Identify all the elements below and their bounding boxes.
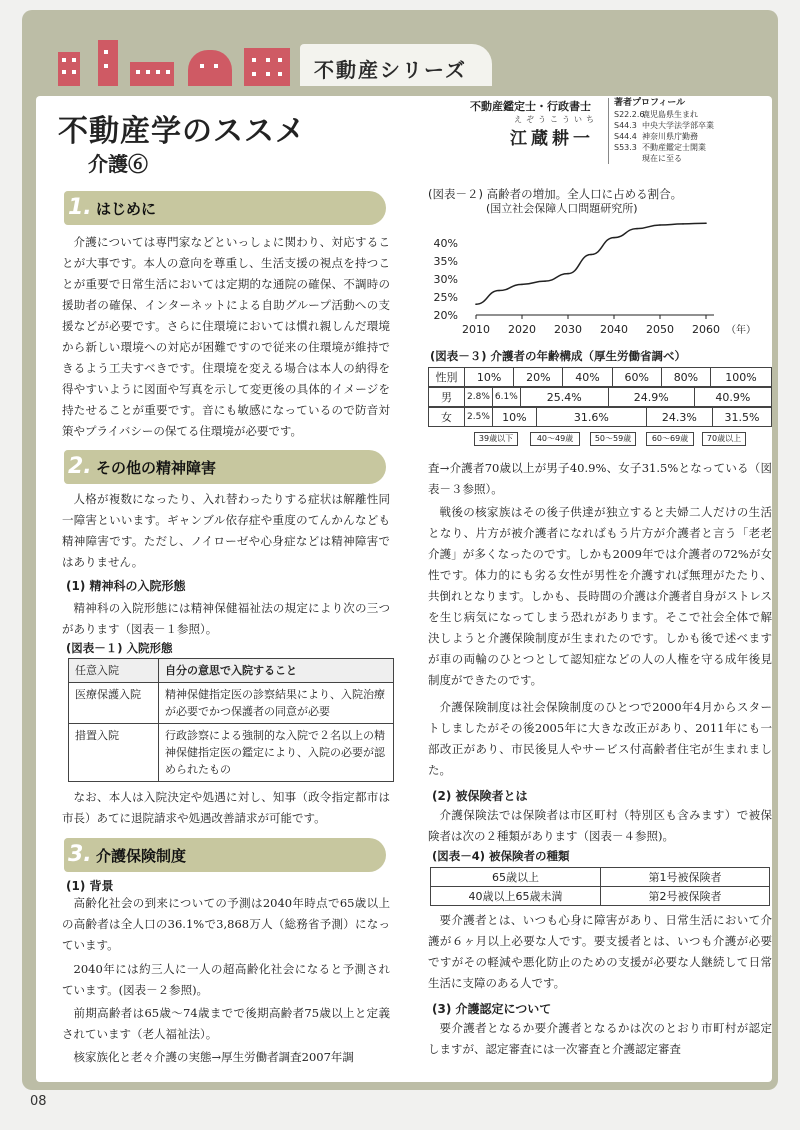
section-2-body: 人格が複数になったり、入れ替わったりする症状は解離性同一障害といいます。ギャンブル依存症や重度のてんかんなども精神障害です。ただし、ノイローゼや心身症などは精神障害ではありません。: [62, 492, 390, 569]
table-row: 40歳以上65歳未満 第2号被保険者: [431, 887, 770, 906]
age-group-label: 50～59歳: [590, 432, 636, 446]
paragraph: 戦後の核家族はその後子供達が独立すると夫婦二人だけの生活となり、片方が被介護者になればもう片方が介護者と言う「老老介護」が多くなったのです。しかも2009年では介護者の72%が女性です。体力的にも劣る女性が男性を介護すれば無理がたたり、共倒れとなります。しかも、長時間の介護は介護者自身がストレスを生じ病気になってしまう恐れがあります。そこで社会全体で解決しようと介護保険制度が生まれたのです。しかも後で述べますが車の両輪のひとつとして認知症などの人の人権を守る成年後見制度ができたのです。: [428, 505, 772, 687]
insured-table: [430, 867, 770, 906]
data-point: [498, 290, 500, 292]
paragraph: 査→介護者70歳以上が男子40.9%、女子31.5%となっている（図表－３参照）。: [428, 461, 772, 496]
chart-title: (図表－２) 高齢者の増加。全人口に占める割合。: [428, 187, 683, 201]
paragraph: 介護保険制度は社会保険制度のひとつで2000年4月からスタートしましたがその後2005年に大きな改正があり、2011年にも一部改正があり、市民後見人やサービス付高齢者住宅が生まれました。: [428, 700, 772, 777]
caregiver-male-row: [428, 387, 772, 407]
age-group-label: 40～49歳: [530, 432, 580, 446]
x-tick-label: 2030: [554, 323, 582, 336]
section-number: 2.: [68, 454, 92, 479]
x-unit-label: （年）: [726, 325, 756, 336]
table-row: 65歳以上 第1号被保険者: [431, 868, 770, 887]
series-line: [476, 223, 706, 304]
table1-caption: (図表－１) 入院形態: [66, 641, 173, 655]
x-tick-label: 2040: [600, 323, 628, 336]
admission-table: [68, 658, 394, 782]
author-role: 不動産鑑定士・行政書士: [470, 100, 591, 113]
subheading: (2) 被保険者とは: [432, 789, 528, 803]
age-group-label: 60～69歳: [646, 432, 694, 446]
age-group-label: 70歳以上: [702, 432, 746, 446]
data-point: [682, 223, 684, 225]
profile-row: S53.3 不動産鑑定士開業: [614, 143, 706, 152]
paragraph: 2040年には約三人に一人の超高齢化社会になると予測されています。(図表－２参照)。: [62, 962, 390, 997]
data-point: [567, 273, 569, 275]
profile-row: S44.3 中央大学法学部卒業: [614, 121, 714, 130]
table-row: 任意入院 自分の意思で入院すること: [69, 659, 394, 683]
section-1-header: [64, 191, 386, 225]
paragraph: 前期高齢者は65歳～74歳までで後期高齢者75歳以上と定義されています（老人福祉法）。: [62, 1006, 390, 1041]
table-row: 医療保護入院 精神保健指定医の診察結果により、入院治療が必要でかつ保護者の同意が必要: [69, 683, 394, 724]
data-point: [636, 228, 638, 230]
y-tick-label: 35%: [433, 255, 458, 268]
x-tick-label: 2020: [508, 323, 536, 336]
data-point: [590, 254, 592, 256]
age-group-label: 39歳以下: [474, 432, 518, 446]
series-label: 不動産シリーズ: [314, 58, 467, 82]
x-tick-label: 2060: [692, 323, 720, 336]
paragraph: 高齢化社会の到来についての予測は2040年時点で65歳以上の高齢者は全人口の36.1%で3,868万人（総務省予測）になっています。: [62, 896, 390, 952]
section-number: 1.: [68, 195, 92, 220]
paragraph: 精神科の入院形態には精神保健福祉法の規定により次の三つがあります（図表－１参照）。: [62, 601, 390, 636]
author-profile: [608, 98, 768, 164]
subheading: (1) 精神科の入院形態: [66, 579, 186, 593]
profile-row: 現在に至る: [642, 154, 682, 163]
paragraph: 要介護者となるか要介護者となるかは次のとおり市町村が認定しますが、認定審査には一次審査と介護認定審査: [428, 1021, 772, 1056]
table4-caption: (図表－4) 被保険者の種類: [432, 849, 570, 863]
y-tick-label: 25%: [433, 291, 458, 304]
section-title: その他の精神障害: [96, 459, 217, 477]
table-row: 女 2.5% 10% 31.6% 24.3% 31.5%: [429, 408, 772, 427]
profile-title: 著者プロフィール: [614, 98, 686, 108]
table-row: 措置入院 行政診察による強制的な入院で２名以上の精神保健指定医の鑑定により、入院の必要が認められたもの: [69, 724, 394, 782]
article-title: 不動産学のススメ: [58, 114, 306, 149]
paragraph: なお、本人は入院決定や処遇に対し、知事（政令指定都市は市長）あてに退院請求や処遇改善請求が可能です。: [62, 790, 390, 825]
caregiver-age-table: [428, 367, 772, 387]
y-tick-label: 20%: [433, 309, 458, 322]
article-subtitle: 介護⑥: [88, 152, 148, 176]
section-title: はじめに: [96, 200, 157, 218]
data-point: [521, 284, 523, 286]
y-tick-label: 30%: [433, 273, 458, 286]
section-2-header: [64, 450, 386, 484]
y-tick-label: 40%: [433, 237, 458, 250]
elderly-ratio-chart: [420, 215, 772, 345]
data-point: [613, 237, 615, 239]
paragraph: 要介護者とは、いつも心身に障害があり、日常生活において介護が６ヶ月以上必要な人です。要支援者とは、いつも介護が必要ですがその軽減や悪化防止のための支援が必要な人継続して日常生活に支障のある人です。: [428, 913, 772, 990]
author-name: 江蔵耕一: [510, 129, 594, 149]
data-point: [475, 303, 477, 305]
subheading: (1) 背景: [66, 879, 114, 893]
paragraph: 介護保険法では保険者は市区町村（特別区も含みます）で被保険者は次の２種類があります（図表－４参照)。: [428, 808, 772, 843]
table3-caption: (図表－３) 介護者の年齢構成（厚生労働省調べ）: [430, 349, 687, 363]
x-tick-label: 2050: [646, 323, 674, 336]
x-tick-label: 2010: [462, 323, 490, 336]
table-row: 性別 10% 20% 40% 60% 80% 100%: [429, 368, 772, 387]
profile-row: S22.2.6 鹿児島県生まれ: [614, 110, 698, 119]
paragraph: 核家族化と老々介護の実態→厚生労働者調査2007年調: [73, 1050, 354, 1064]
section-number: 3.: [68, 842, 92, 867]
profile-row: S44.4 神奈川県庁勤務: [614, 132, 698, 141]
page-number: 08: [30, 1094, 47, 1109]
data-point: [544, 280, 546, 282]
data-point: [659, 224, 661, 226]
data-point: [705, 222, 707, 224]
section-3-header: [64, 838, 386, 872]
chart-subtitle: (国立社会保障人口問題研究所): [486, 202, 638, 215]
table-row: 男 2.8% 6.1% 25.4% 24.9% 40.9%: [429, 388, 772, 407]
author-ruby: えぞうこういち: [514, 115, 598, 124]
section-1-body: 介護については専門家などといっしょに関わり、対応することが大事です。本人の意向を尊重し、生活支援の視点を持つことが重要で日常生活においては定期的な通院の確保、不調時の援助者の確保、インターネットによる自助グループ活動への支援などが必要です。さらに住環境においては慣れ親しんだ環境から新しい環境への対応が困難ですので従来の住環境が維持できるよう工夫すべきです。住環境を変える場合は本人の納得を得やすいように図面や写真を示して変更後の具体的イメージを持たせることが重要です。音にも敏感になっているので防音対策やプライバシーの保てる住環境が必要です。: [62, 235, 390, 438]
caregiver-female-row: [428, 407, 772, 427]
subheading: (3) 介護認定について: [432, 1002, 552, 1016]
section-title: 介護保険制度: [96, 847, 187, 865]
